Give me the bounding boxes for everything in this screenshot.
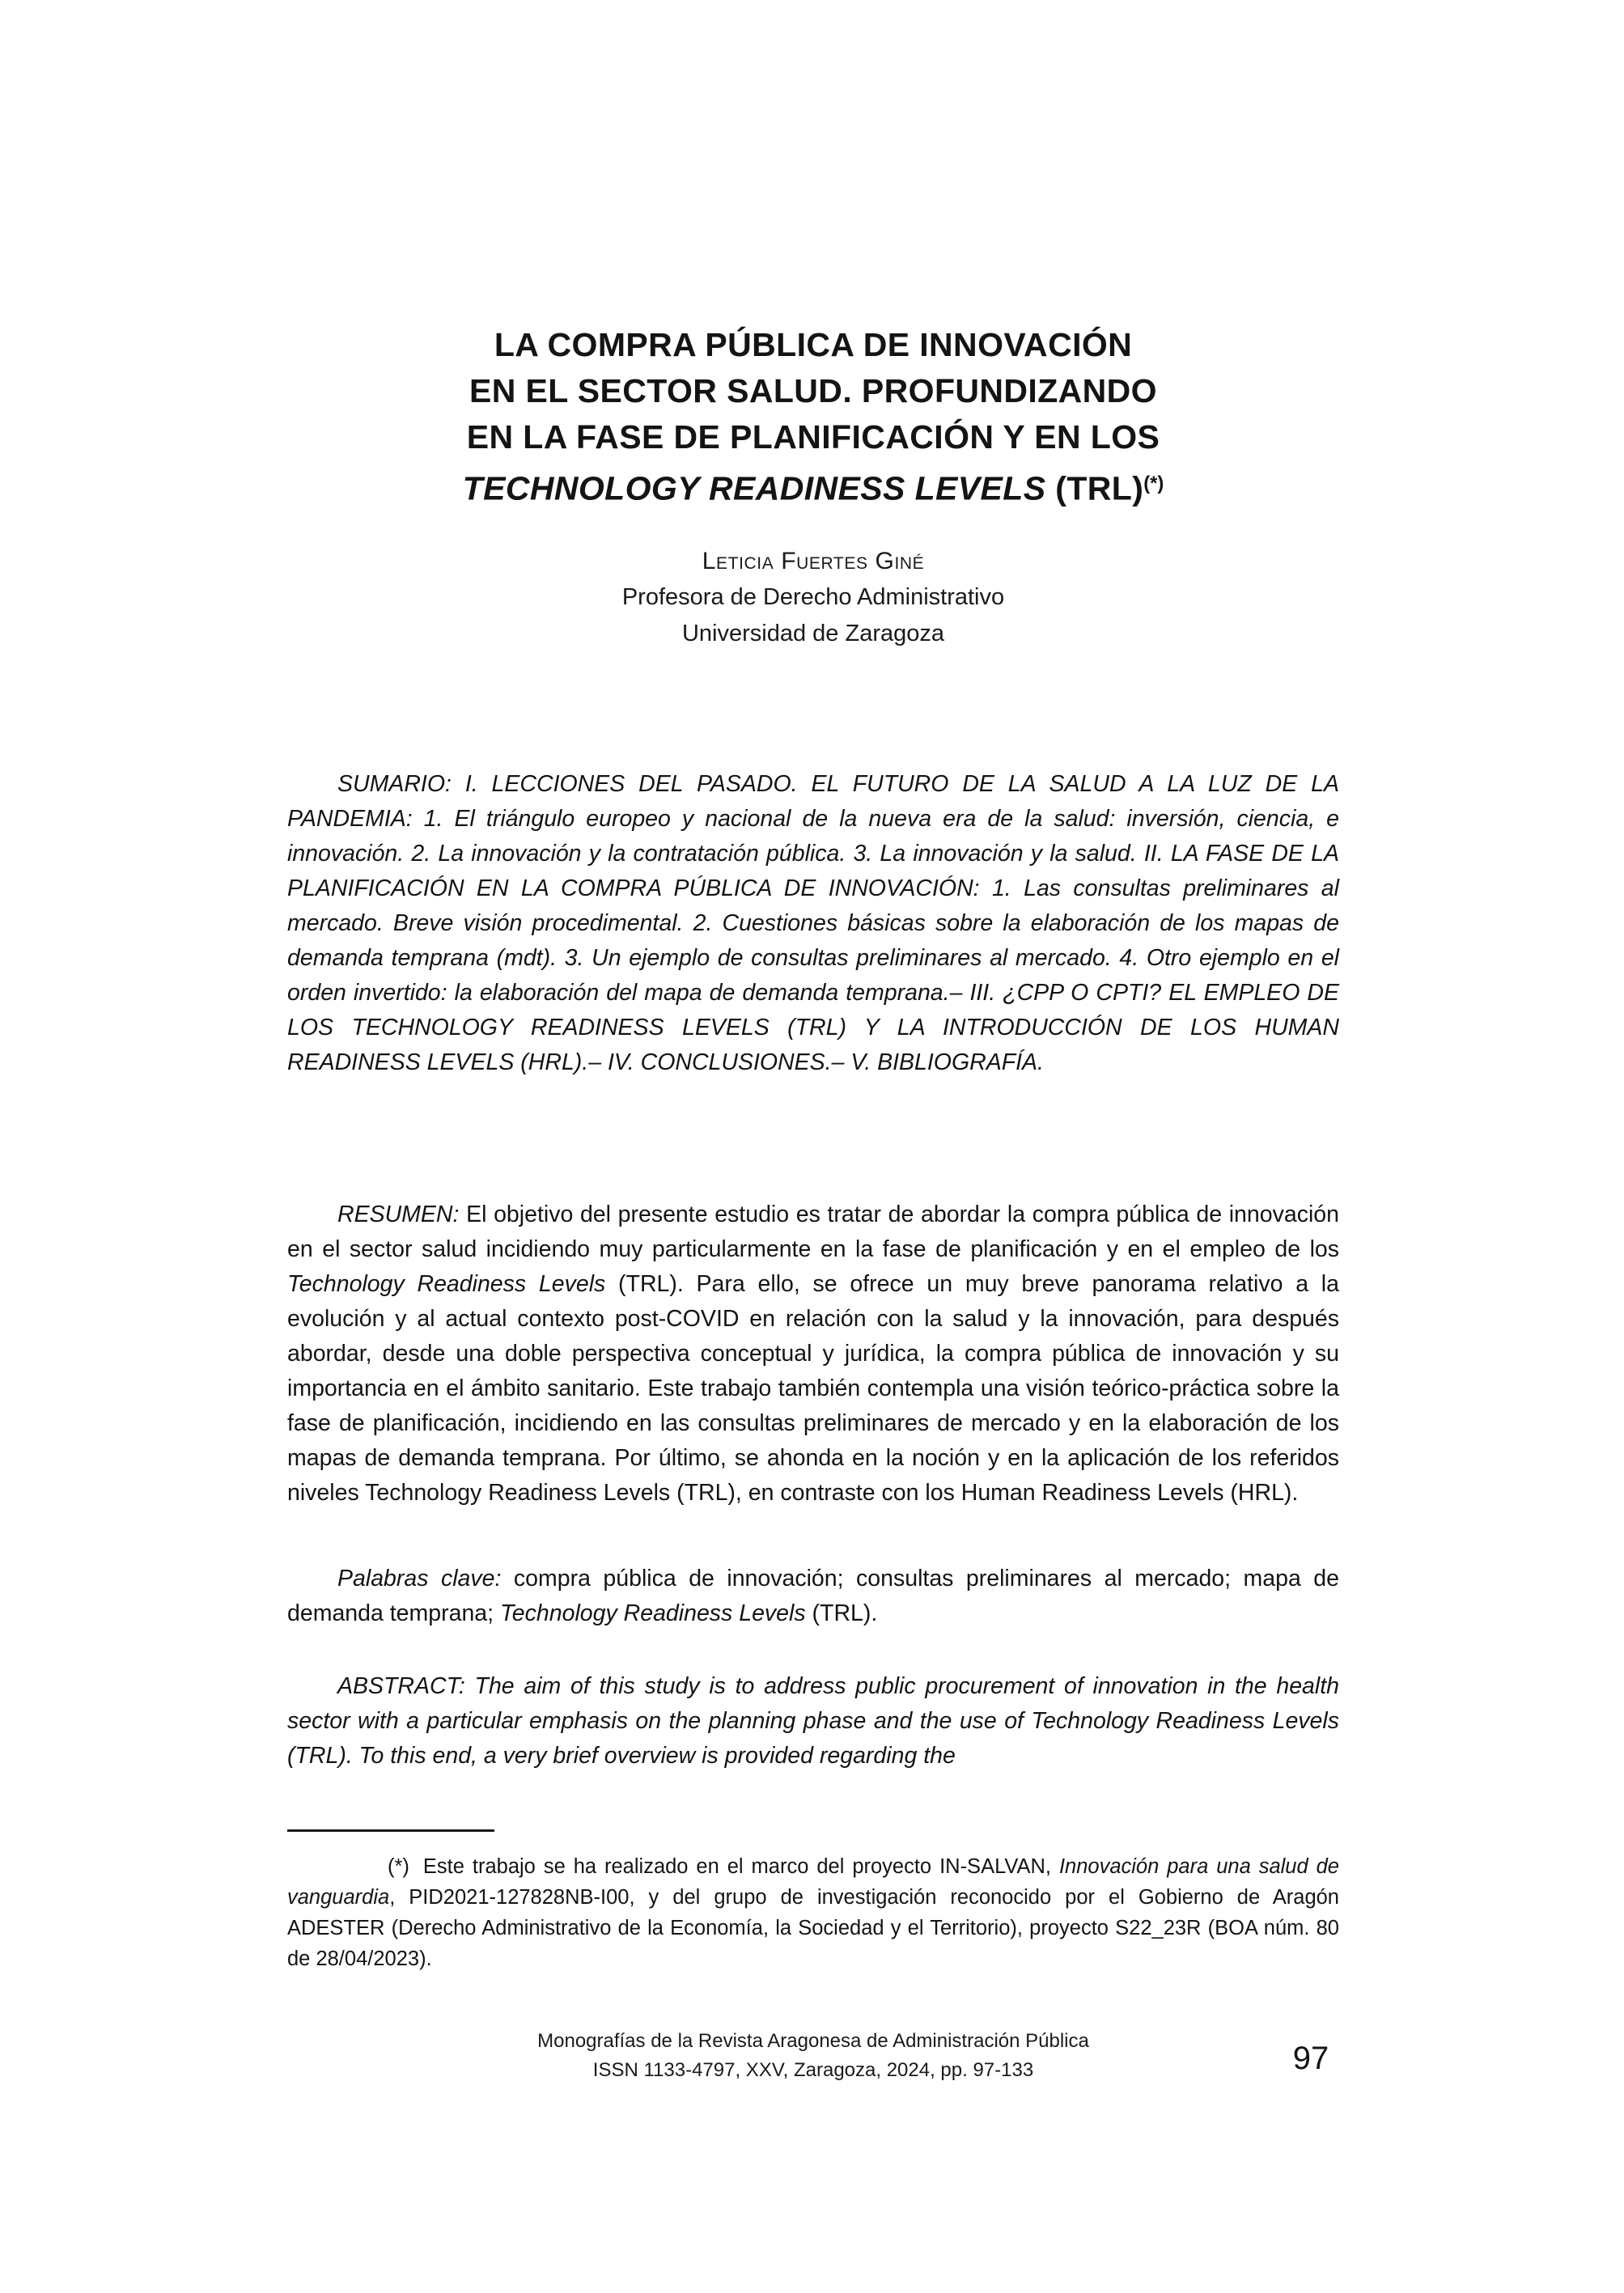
resumen-part-1: El objetivo del presente estudio es tratar de abordar la compra pública de innovación en el sector salud incidiendo muy particularmente en la fase de planificación y en el empleo de los [287, 1202, 1339, 1262]
footnote-marker: (*) [388, 1855, 409, 1878]
author-role: Profesora de Derecho Administrativo [621, 584, 1005, 610]
author-block [287, 544, 1339, 652]
abstract-text: The aim of this study is to address public procurement of innovation in the health sector with a particular emphasis on the planning phase and the use of Technology Readiness Levels (TRL). To this end, a very brief overview is provided regarding the [287, 1673, 1339, 1769]
footnote-paragraph [287, 1851, 1339, 1974]
title-italic-part: TECHNOLOGY READINESS LEVELS [462, 469, 1046, 507]
footnote-separator-rule [287, 1829, 494, 1832]
title-trl-part: (TRL) [1045, 469, 1144, 507]
resumen-part-2: (TRL). Para ello, se ofrece un muy breve panorama relativo a la evolución y al actual contexto post-COVID en relación con la salud y la innovación, para después abordar, desde una doble perspectiva conceptual y jurídica, la compra pública de innovación y su importancia en el ámbito sanitario. Este trabajo también contempla una visión teórico-práctica sobre la fase de planificación, incidiendo en las consultas preliminares de mercado y en la elaboración de los mapas de demanda temprana. Por último, se ahonda en la noción y en la aplicación de los referidos niveles Technology Readiness Levels (TRL), en contraste con los Human Readiness Levels (HRL). [287, 1271, 1339, 1506]
abstract-section [287, 1669, 1339, 1774]
title-line-2: EN EL SECTOR SALUD. PROFUNDIZANDO [469, 372, 1157, 409]
keywords-section [287, 1562, 1339, 1631]
footnote-italic-title: Innovación para una salud de vanguardia [287, 1855, 1339, 1909]
footnote-part-1: Este trabajo se ha realizado en el marco del proyecto IN-SALVAN, [422, 1855, 1059, 1878]
table-of-contents-summary [287, 767, 1339, 1080]
keywords-paragraph [287, 1562, 1339, 1631]
keywords-italic-term-1: Technology Readiness Levels [500, 1600, 806, 1626]
footnote-part-2: , PID2021-127828NB-I00, y del grupo de investigación reconocido por el Gobierno de Aragón ADESTER (Derecho Administrativo de la Economía, la Sociedad y el Territorio), proyecto S22_23R (BOA núm. 80 de 28/04/2023). [287, 1886, 1339, 1970]
page-footer [287, 2027, 1339, 2085]
footnote-section [287, 1851, 1339, 1974]
author-name: Leticia Fuertes Giné [702, 548, 925, 574]
sumario-text: SUMARIO: I. LECCIONES DEL PASADO. EL FUTURO DE LA SALUD A LA LUZ DE LA PANDEMIA: 1. El triángulo europeo y nacional de la nueva era de la salud: inversión, ciencia, e innovación. 2. La innovación y la contratación pública. 3. La innovación y la salud. II. LA FASE DE LA PLANIFICACIÓN EN LA COMPRA PÚBLICA DE INNOVACIÓN: 1. Las consultas preliminares al mercado. Breve visión procedimental. 2. Cuestiones básicas sobre la elaboración de los mapas de demanda temprana (mdt). 3. Un ejemplo de consultas preliminares al mercado. 4. Otro ejemplo en el orden invertido: la elaboración del mapa de demanda temprana.– III. ¿CPP O CPTI? EL EMPLEO DE LOS TECHNOLOGY READINESS LEVELS (TRL) Y LA INTRODUCCIÓN DE LOS HUMAN READINESS LEVELS (HRL).– IV. CONCLUSIONES.– V. BIBLIOGRAFÍA. [287, 771, 1339, 1075]
keywords-part-1: compra pública de innovación; consultas preliminares al mercado; mapa de demanda temprana; [287, 1566, 1340, 1626]
title-line-4 [287, 460, 1339, 511]
article-title [287, 322, 1339, 511]
footnote-marker-superscript: (*) [1143, 473, 1164, 494]
abstract-paragraph [287, 1669, 1339, 1774]
footer-issn-line: ISSN 1133-4797, XXV, Zaragoza, 2024, pp. 97-133 [592, 2059, 1034, 2081]
title-line-1: LA COMPRA PÚBLICA DE INNOVACIÓN [494, 326, 1133, 363]
resumen-paragraph [287, 1197, 1339, 1511]
resumen-section [287, 1197, 1339, 1511]
title-line-3: EN LA FASE DE PLANIFICACIÓN Y EN LOS [466, 418, 1160, 456]
footer-journal-name: Monografías de la Revista Aragonesa de Administración Pública [537, 2030, 1089, 2052]
page-number: 97 [1292, 2041, 1329, 2076]
resumen-label: RESUMEN: [337, 1202, 460, 1227]
keywords-label: Palabras clave: [337, 1566, 502, 1592]
keywords-part-2: (TRL). [805, 1600, 878, 1626]
resumen-italic-term-1: Technology Readiness Levels [287, 1271, 606, 1297]
abstract-label: ABSTRACT: [337, 1673, 465, 1699]
author-affiliation: Universidad de Zaragoza [681, 621, 944, 646]
